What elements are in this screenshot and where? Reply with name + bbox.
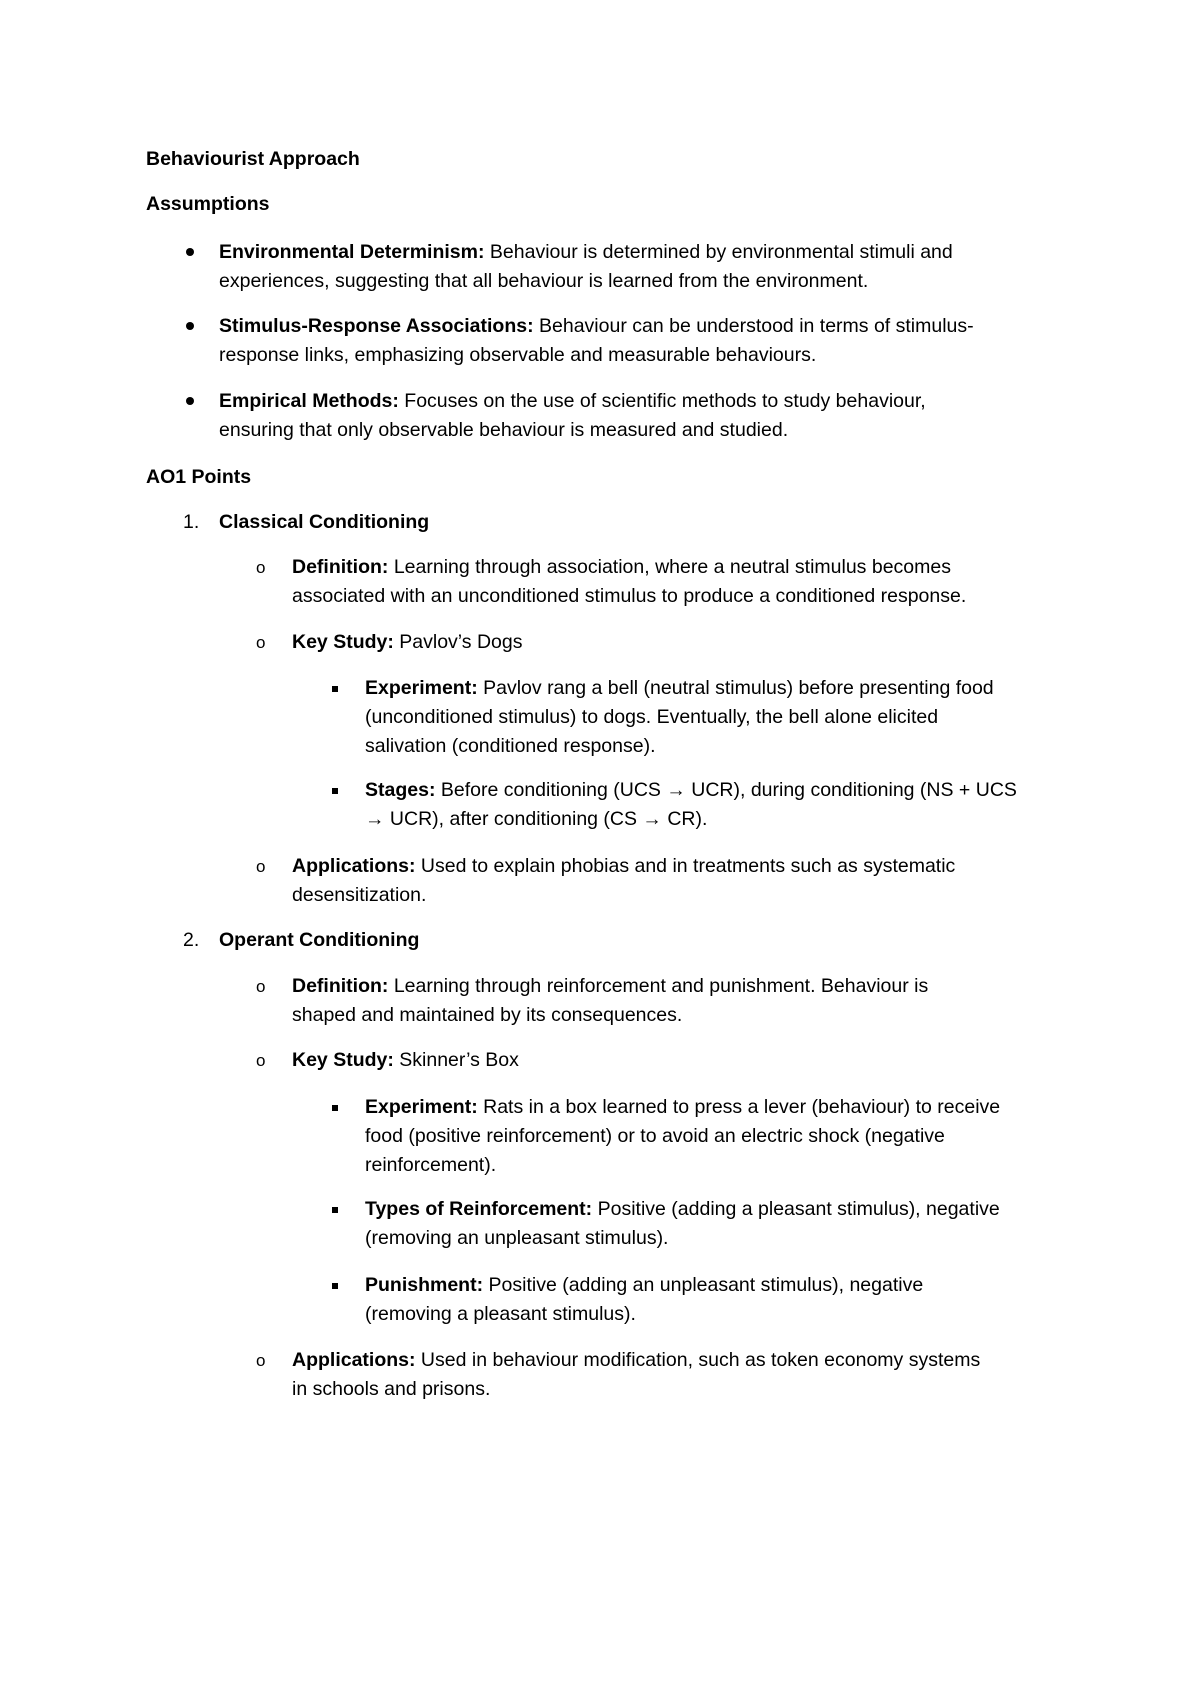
- bullet-circle: o: [256, 977, 266, 996]
- detail-text-cont: (unconditioned stimulus) to dogs. Eventually, the bell alone elicited: [365, 706, 939, 728]
- definition-item: [292, 553, 951, 582]
- detail-text-cont: food (positive reinforcement) or to avoid an electric shock (negative: [365, 1125, 945, 1147]
- assumption-text: Focuses on the use of scientific methods to study behaviour,: [398, 390, 926, 412]
- applications-text: Used in behaviour modification, such as token economy systems: [415, 1349, 981, 1371]
- detail-text-cont: (removing a pleasant stimulus).: [365, 1303, 636, 1325]
- section-title: Operant Conditioning: [219, 929, 420, 951]
- applications-text: Used to explain phobias and in treatments such as systematic: [415, 855, 956, 877]
- bullet-square: [332, 788, 338, 794]
- bullet-circle: o: [256, 857, 266, 876]
- assumption-item: [219, 312, 974, 341]
- bullet-circle: o: [256, 558, 266, 577]
- bullet-circle: o: [256, 1051, 266, 1070]
- detail-text: Positive (adding a pleasant stimulus), negative: [592, 1198, 1000, 1220]
- key-study-text: Pavlov’s Dogs: [393, 631, 523, 653]
- bullet-square: [332, 686, 338, 692]
- detail-item: [365, 776, 1017, 805]
- assumption-text-cont: ensuring that only observable behaviour is measured and studied.: [219, 419, 789, 441]
- assumption-text-cont: experiences, suggesting that all behaviour is learned from the environment.: [219, 270, 869, 292]
- key-study-term: Key Study:: [292, 1049, 394, 1071]
- detail-item: [365, 674, 994, 703]
- definition-item: [292, 972, 928, 1001]
- assumption-term: Empirical Methods:: [219, 390, 399, 412]
- bullet-circle: o: [256, 633, 266, 652]
- detail-term: Stages:: [365, 779, 436, 801]
- definition-text-cont: shaped and maintained by its consequences.: [292, 1004, 683, 1026]
- applications-item: [292, 1346, 980, 1375]
- detail-text-cont: → UCR), after conditioning (CS → CR).: [365, 808, 708, 830]
- definition-term: Definition:: [292, 556, 389, 578]
- bullet-dot: [186, 322, 194, 330]
- list-number: 2.: [183, 929, 200, 951]
- assumption-text-cont: response links, emphasizing observable and measurable behaviours.: [219, 344, 817, 366]
- applications-term: Applications:: [292, 1349, 416, 1371]
- detail-term: Punishment:: [365, 1274, 484, 1296]
- assumption-term: Stimulus-Response Associations:: [219, 315, 534, 337]
- detail-text: Before conditioning (UCS → UCR), during conditioning (NS + UCS: [435, 779, 1017, 801]
- definition-text: Learning through reinforcement and punishment. Behaviour is: [388, 975, 929, 997]
- key-study-text: Skinner’s Box: [393, 1049, 519, 1071]
- bullet-dot: [186, 248, 194, 256]
- assumptions-heading: Assumptions: [146, 193, 270, 215]
- applications-term: Applications:: [292, 855, 416, 877]
- detail-item: [365, 1195, 1000, 1224]
- detail-text: Rats in a box learned to press a lever (behaviour) to receive: [477, 1096, 1001, 1118]
- detail-text-cont: (removing an unpleasant stimulus).: [365, 1227, 669, 1249]
- assumption-item: [219, 238, 953, 267]
- definition-text-cont: associated with an unconditioned stimulus to produce a conditioned response.: [292, 585, 967, 607]
- assumption-text: Behaviour is determined by environmental stimuli and: [484, 241, 953, 263]
- detail-text: Positive (adding an unpleasant stimulus), negative: [483, 1274, 924, 1296]
- bullet-square: [332, 1283, 338, 1289]
- definition-term: Definition:: [292, 975, 389, 997]
- detail-text-cont: reinforcement).: [365, 1154, 497, 1176]
- detail-term: Experiment:: [365, 1096, 478, 1118]
- list-number: 1.: [183, 511, 200, 533]
- key-study-item: [292, 1046, 519, 1075]
- section-title: Classical Conditioning: [219, 511, 430, 533]
- detail-text: Pavlov rang a bell (neutral stimulus) before presenting food: [477, 677, 994, 699]
- detail-term: Types of Reinforcement:: [365, 1198, 593, 1220]
- key-study-term: Key Study:: [292, 631, 394, 653]
- definition-text: Learning through association, where a neutral stimulus becomes: [388, 556, 951, 578]
- applications-text-cont: desensitization.: [292, 884, 427, 906]
- bullet-square: [332, 1105, 338, 1111]
- assumption-item: [219, 387, 926, 416]
- applications-text-cont: in schools and prisons.: [292, 1378, 491, 1400]
- bullet-dot: [186, 397, 194, 405]
- bullet-circle: o: [256, 1351, 266, 1370]
- detail-term: Experiment:: [365, 677, 478, 699]
- ao1-heading: AO1 Points: [146, 466, 252, 488]
- key-study-item: [292, 628, 522, 657]
- assumption-term: Environmental Determinism:: [219, 241, 485, 263]
- detail-item: [365, 1093, 1000, 1122]
- bullet-square: [332, 1207, 338, 1213]
- document-title: Behaviourist Approach: [146, 148, 360, 170]
- assumption-text: Behaviour can be understood in terms of stimulus-: [533, 315, 974, 337]
- detail-text-cont: salivation (conditioned response).: [365, 735, 656, 757]
- detail-item: [365, 1271, 923, 1300]
- applications-item: [292, 852, 955, 881]
